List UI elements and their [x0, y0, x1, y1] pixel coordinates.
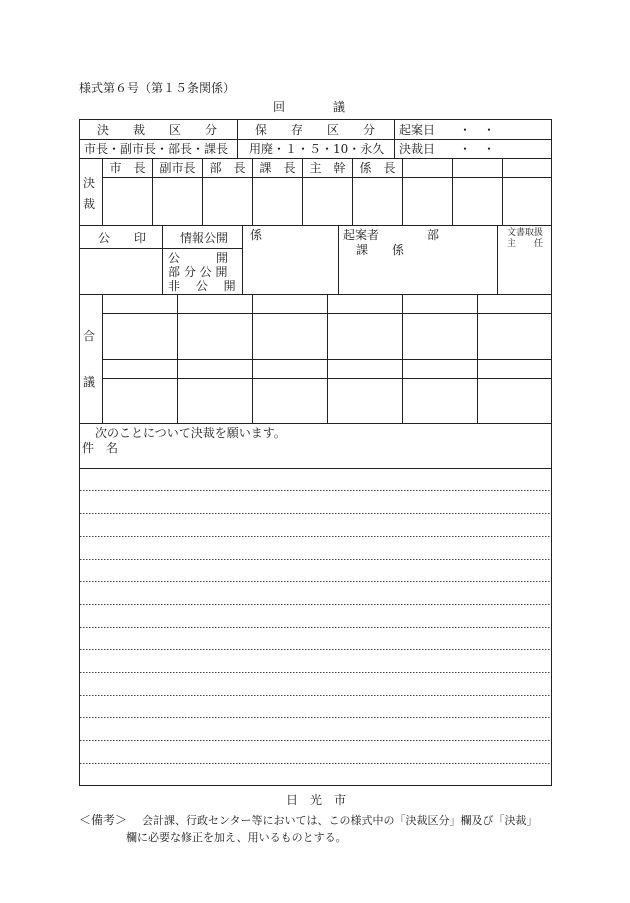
note-line-2: 欄に必要な修正を加え、用いるものとする。	[126, 831, 347, 844]
note-line-1: 会計課、行政センター等においては、この様式中の「決裁区分」欄及び「決裁」	[142, 814, 538, 827]
drafter-label: 起案者 部	[343, 228, 440, 242]
retention-options: 用廃・１・５・10・永久	[249, 142, 385, 156]
info-disclosure-label: 情報公開	[180, 231, 229, 245]
approval-side-label-1: 決	[83, 176, 96, 190]
role-deputy-mayor: 副市長	[159, 161, 196, 175]
staff-label: 係	[250, 228, 263, 242]
role-chief-officer: 主 幹	[309, 161, 346, 175]
official-seal-label: 公 印	[98, 231, 147, 245]
note-label: ＜備考＞	[79, 813, 128, 827]
dotted-writing-lines	[80, 491, 551, 764]
form-title: 回 議	[273, 100, 346, 114]
city-name: 日 光 市	[286, 793, 347, 807]
subject-label: 件 名	[82, 441, 119, 455]
decision-date-field: 決裁日 ・ ・	[399, 142, 496, 156]
form-number: 様式第６号（第１５条関係）	[79, 81, 236, 95]
role-subsection-chief: 係 長	[359, 161, 396, 175]
role-mayor: 市 長	[109, 161, 146, 175]
request-text: 次のことについて決裁を願います。	[95, 426, 286, 440]
drafter-section-label: 課 係	[356, 243, 405, 257]
consultation-side-label-1: 合	[83, 329, 96, 343]
disclosure-public: 公 開	[168, 251, 229, 265]
draft-date-field: 起案日 ・ ・	[399, 123, 496, 137]
doc-handler-role: 主 任	[507, 239, 544, 249]
role-section-chief: 課 長	[259, 161, 296, 175]
role-director: 部 長	[209, 161, 246, 175]
doc-handler-label: 文書取扱	[507, 228, 544, 238]
decision-division-header: 決 裁 区 分	[97, 123, 218, 137]
consultation-side-label-2: 議	[83, 375, 96, 389]
outer-frame	[80, 120, 552, 786]
disclosure-partial: 部 分 公 開	[168, 265, 228, 279]
decision-options: 市長・副市長・部長・課長	[84, 142, 229, 156]
approval-side-label-2: 裁	[83, 197, 96, 211]
disclosure-none: 非 公 開	[168, 279, 236, 293]
retention-division-header: 保 存 区 分	[255, 123, 376, 137]
